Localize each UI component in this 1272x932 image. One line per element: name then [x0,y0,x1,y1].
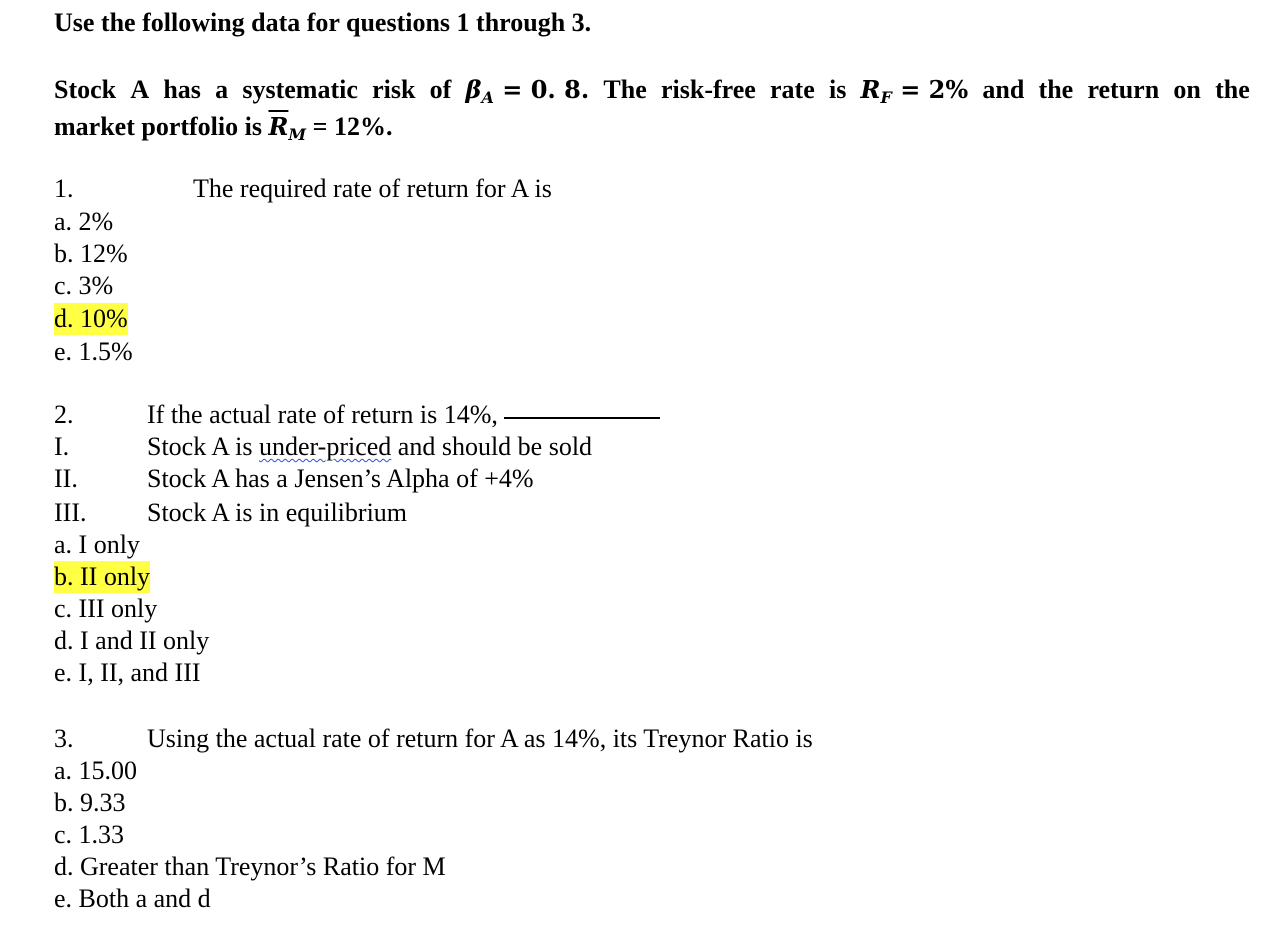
rf-value: = 2% [900,75,969,104]
rf-symbol: R [860,75,881,104]
q2-option-d: d. I and II only [54,626,210,655]
rf-subscript: F [880,88,892,107]
q3-option-a: a. 15.00 [54,756,138,785]
stem-line2-text: market portfolio is [54,112,269,141]
q2-text: If the actual rate of return is 14%, [147,400,498,429]
q1-option-b: b. 12% [54,239,128,268]
q2-number: 2. [54,400,74,429]
stem-word: on [1173,75,1201,104]
q3-option-d: d. Greater than Treynor’s Ratio for M [54,852,446,881]
answer-blank [504,417,660,419]
stem-word: rate [770,75,815,104]
q2-option-c: c. III only [54,594,158,623]
beta-subscript: A [481,88,494,107]
statement-1-post: and should be sold [391,432,593,461]
q1-option-d-highlighted: d. 10% [54,304,128,333]
stem-word: has [163,75,201,104]
q2-statement-2-number: II. [54,464,78,493]
stem-word: of [429,75,452,104]
rm-subscript: M [288,125,307,144]
stem-word: Stock [54,75,117,104]
q1-option-a: a. 2% [54,207,114,236]
q2-text-line [147,399,660,431]
market-return-expression [268,112,307,144]
q3-option-b: b. 9.33 [54,788,126,817]
stem-word: return [1087,75,1160,104]
stem-word: A [130,75,150,104]
q1-option-e: e. 1.5% [54,337,133,366]
intro-heading: Use the following data for questions 1 through 3. [54,8,592,37]
stem-word: systematic [242,75,358,104]
q3-option-e: e. Both a and d [54,884,211,913]
stem-word: the [1038,75,1074,104]
q2-option-e: e. I, II, and III [54,658,201,687]
risk-free-expression [861,71,969,116]
stem-word: is [828,75,847,104]
q2-statement-3-number: III. [54,498,87,527]
stem-word: and [982,75,1025,104]
stem-word: the [1215,75,1250,104]
beta-value: = 0. 8. [502,75,590,104]
q3-text: Using the actual rate of return for A as 14%, its Treynor Ratio is [147,724,813,753]
q3-number: 3. [54,724,74,753]
rm-symbol: $\overline{R}$ [268,112,289,141]
q1-text: The required rate of return for A is [193,174,552,203]
q1-option-c: c. 3% [54,271,114,300]
q2-option-a: a. I only [54,530,140,559]
q3-option-c: c. 1.33 [54,820,125,849]
q2-option-b-highlighted: b. II only [54,562,151,591]
q2-statement-2: Stock A has a Jensen’s Alpha of +4% [147,464,534,493]
rm-value: = 12%. [306,112,393,141]
stem-line-2 [54,108,392,153]
stem-word: risk-free [660,75,756,104]
q2-statement-1 [147,431,592,463]
spellcheck-marked-word: under-priced [258,432,392,461]
stem-word: The [603,75,647,104]
q2-statement-1-number: I. [54,432,70,461]
q1-number: 1. [54,174,74,203]
stem-word: a [215,75,229,104]
statement-1-pre: Stock A is [147,432,259,461]
stem-word: risk [372,75,416,104]
beta-expression [466,71,590,116]
q2-statement-3: Stock A is in equilibrium [147,498,408,527]
beta-symbol: β [465,75,482,104]
